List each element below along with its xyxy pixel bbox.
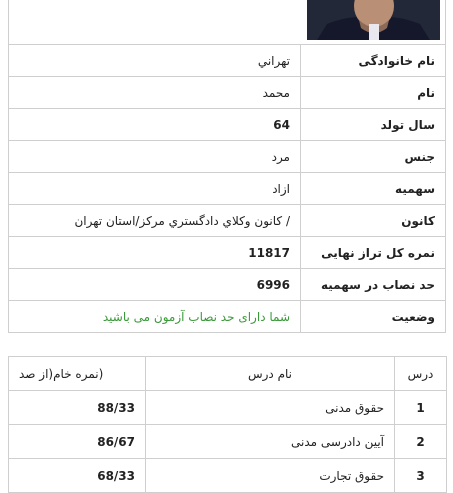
course-name: حقوق مدنی (146, 391, 395, 425)
course-name: آیین دادرسی مدنی (146, 425, 395, 459)
quota-label: سهمیه (301, 173, 446, 205)
info-row-last-name (9, 45, 446, 77)
course-number: 2 (395, 425, 447, 459)
course-name: حقوق تجارت (146, 459, 395, 493)
last-name-label: نام خانوادگی (301, 45, 446, 77)
table-row (9, 425, 447, 459)
grades-header-row (9, 357, 447, 391)
final-score-label: نمره کل تراز نهایی (301, 237, 446, 269)
info-row-birth-year (9, 109, 446, 141)
candidate-photo (307, 0, 440, 40)
info-row-final-score (9, 237, 446, 269)
course-score: 88/33 (9, 391, 146, 425)
header-course-name: نام درس (146, 357, 395, 391)
final-score-value: 11817 (9, 237, 301, 269)
status-value: شما دارای حد نصاب آزمون می باشید (9, 301, 301, 333)
quota-value: ازاد (9, 173, 301, 205)
photo-frame (8, 0, 446, 44)
first-name-label: نام (301, 77, 446, 109)
info-row-bar-association (9, 205, 446, 237)
status-label: وضعیت (301, 301, 446, 333)
birth-year-value: 64 (9, 109, 301, 141)
quota-threshold-label: حد نصاب در سهمیه (301, 269, 446, 301)
bar-association-value: / کانون وکلاي دادگستري مرکز/استان تهران (9, 205, 301, 237)
last-name-value: تهراني (9, 45, 301, 77)
first-name-value: محمد (9, 77, 301, 109)
candidate-info-table (8, 44, 446, 333)
table-row (9, 459, 447, 493)
birth-year-label: سال تولد (301, 109, 446, 141)
header-raw-score: (نمره خام(از صد (9, 357, 146, 391)
info-row-status (9, 301, 446, 333)
info-row-quota-threshold (9, 269, 446, 301)
grades-table (8, 356, 447, 493)
person-photo-icon (307, 0, 440, 40)
bar-association-label: کانون (301, 205, 446, 237)
gender-value: مرد (9, 141, 301, 173)
quota-threshold-value: 6996 (9, 269, 301, 301)
course-score: 68/33 (9, 459, 146, 493)
info-row-quota (9, 173, 446, 205)
course-number: 1 (395, 391, 447, 425)
info-row-gender (9, 141, 446, 173)
table-row (9, 391, 447, 425)
course-number: 3 (395, 459, 447, 493)
info-row-first-name (9, 77, 446, 109)
course-score: 86/67 (9, 425, 146, 459)
header-course-number: درس (395, 357, 447, 391)
gender-label: جنس (301, 141, 446, 173)
